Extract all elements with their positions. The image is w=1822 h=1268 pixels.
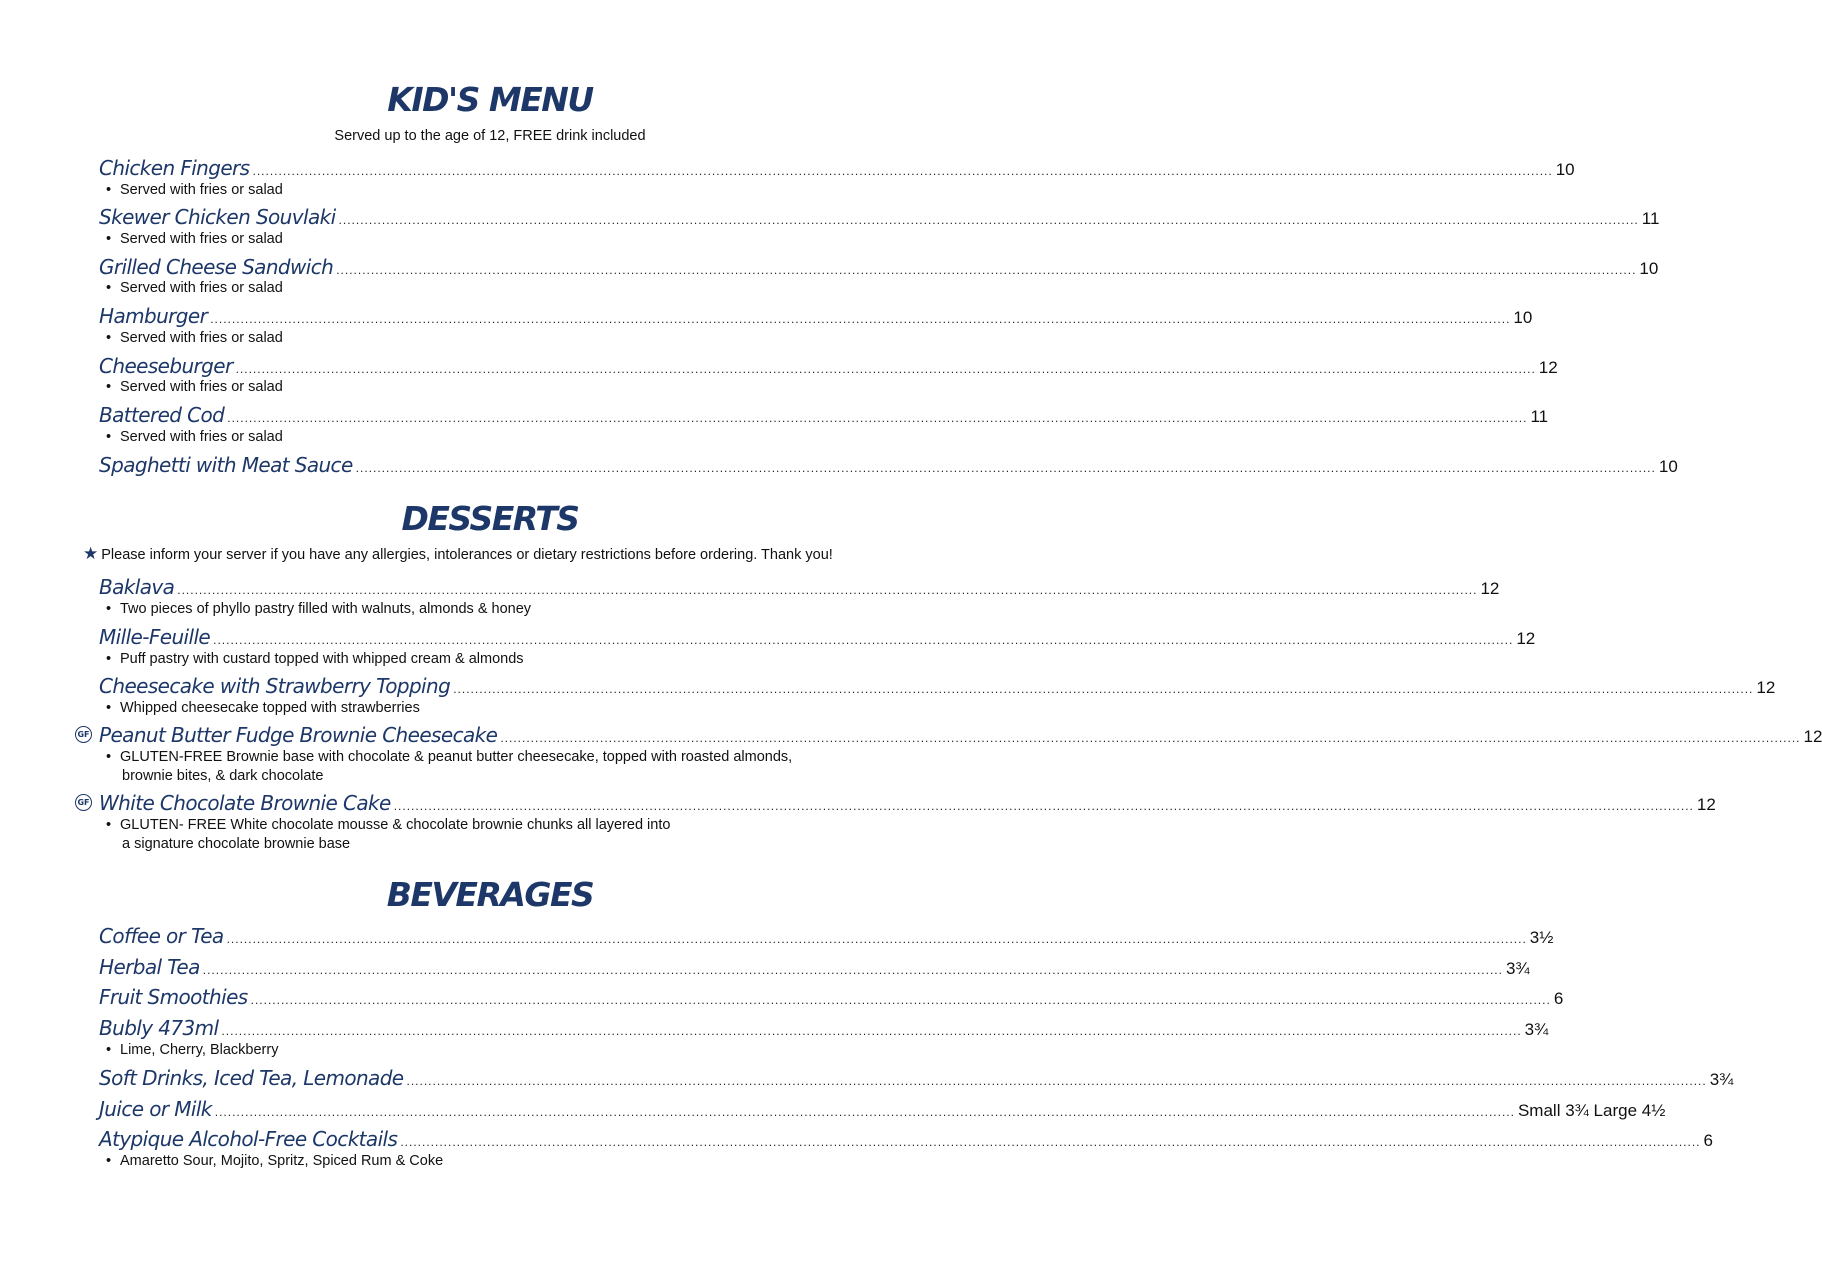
- item-price: 10: [1658, 457, 1678, 476]
- item-name: Coffee or Tea: [99, 924, 224, 948]
- item-price: 3¾: [1709, 1070, 1734, 1089]
- item-price: 12: [1696, 795, 1716, 814]
- item-description: • Puff pastry with custard topped with whipped cream & almonds: [106, 651, 524, 667]
- dot-leader: ............................................................................................................................................................................................................................................................................................................: [214, 1105, 1515, 1119]
- menu-item: [99, 923, 1554, 949]
- menu-item: [99, 1015, 1549, 1041]
- menu-item: [99, 1126, 1713, 1152]
- dot-leader: ............................................................................................................................................................................................................................................................................................................: [336, 263, 1637, 277]
- item-name: White Chocolate Brownie Cake: [99, 791, 391, 815]
- item-description: • Served with fries or salad: [106, 280, 283, 296]
- item-description: • GLUTEN-FREE Brownie base with chocolate & peanut butter cheesecake, topped with roasted almonds, brownie bites, & dark chocolate: [106, 749, 793, 784]
- dot-leader: ............................................................................................................................................................................................................................................................................................................: [221, 1024, 1522, 1038]
- item-description: • Served with fries or salad: [106, 379, 283, 395]
- dot-leader: ............................................................................................................................................................................................................................................................................................................: [177, 583, 1478, 597]
- menu-item: [99, 452, 1678, 478]
- item-name: Spaghetti with Meat Sauce: [99, 453, 353, 477]
- item-name: Cheesecake with Strawberry Topping: [99, 674, 451, 698]
- dot-leader: ............................................................................................................................................................................................................................................................................................................: [252, 164, 1553, 178]
- item-name: Mille-Feuille: [99, 625, 211, 649]
- item-name: Peanut Butter Fudge Brownie Cheesecake: [99, 723, 498, 747]
- item-price: 12: [1538, 358, 1558, 377]
- item-name: Herbal Tea: [99, 955, 200, 979]
- dot-leader: ............................................................................................................................................................................................................................................................................................................: [250, 993, 1551, 1007]
- menu-item: [99, 353, 1558, 379]
- item-name: Cheeseburger: [99, 354, 233, 378]
- item-price: 11: [1530, 407, 1549, 426]
- item-name: Battered Cod: [99, 403, 225, 427]
- menu-item: [99, 790, 1716, 816]
- menu-item: [99, 402, 1549, 428]
- item-price: 6: [1553, 989, 1564, 1008]
- item-name: Chicken Fingers: [99, 156, 250, 180]
- item-price: 10: [1639, 259, 1659, 278]
- item-price: 3½: [1529, 928, 1554, 947]
- item-price: 3¾: [1524, 1020, 1549, 1039]
- item-name: Hamburger: [99, 304, 208, 328]
- menu-item: [99, 1096, 1666, 1122]
- menu-item: [99, 204, 1660, 230]
- item-name: Atypique Alcohol-Free Cocktails: [99, 1127, 398, 1151]
- item-price: 12: [1516, 629, 1536, 648]
- item-description: • Served with fries or salad: [106, 330, 283, 346]
- menu-item: [99, 574, 1500, 600]
- gluten-free-icon: GF: [75, 794, 92, 811]
- dot-leader: ............................................................................................................................................................................................................................................................................................................: [406, 1074, 1707, 1088]
- item-description: • Whipped cheesecake topped with strawberries: [106, 700, 420, 716]
- dot-leader: ............................................................................................................................................................................................................................................................................................................: [227, 411, 1528, 425]
- item-description: • Served with fries or salad: [106, 231, 283, 247]
- item-name: Fruit Smoothies: [99, 985, 248, 1009]
- item-price: 10: [1555, 160, 1575, 179]
- item-name: Bubly 473ml: [99, 1016, 219, 1040]
- menu-item: [99, 673, 1776, 699]
- item-name: Baklava: [99, 575, 175, 599]
- beverages-heading: BEVERAGES: [386, 875, 594, 914]
- menu-item: [99, 155, 1575, 181]
- gluten-free-icon: GF: [75, 726, 92, 743]
- item-description: • Amaretto Sour, Mojito, Spritz, Spiced Rum & Coke: [106, 1153, 444, 1169]
- item-description: • GLUTEN- FREE White chocolate mousse & chocolate brownie chunks all layered into a signature chocolate brownie base: [106, 817, 671, 852]
- item-name: Juice or Milk: [99, 1097, 212, 1121]
- item-description: • Two pieces of phyllo pastry filled with walnuts, almonds & honey: [106, 601, 532, 617]
- dot-leader: ............................................................................................................................................................................................................................................................................................................: [500, 731, 1801, 745]
- item-price: 11: [1641, 209, 1660, 228]
- item-name: Skewer Chicken Souvlaki: [99, 205, 336, 229]
- dot-leader: ............................................................................................................................................................................................................................................................................................................: [235, 362, 1536, 376]
- menu-item: [99, 624, 1536, 650]
- menu-item: [99, 303, 1533, 329]
- star-icon: ★: [83, 544, 99, 563]
- item-price: 10: [1513, 308, 1533, 327]
- item-price: Small 3¾ Large 4½: [1517, 1101, 1666, 1120]
- item-price: 6: [1703, 1131, 1713, 1150]
- menu-item: [99, 1065, 1734, 1091]
- menu-item: [99, 954, 1530, 980]
- kids-menu-heading: KID'S MENU: [387, 80, 593, 119]
- dot-leader: ............................................................................................................................................................................................................................................................................................................: [338, 213, 1639, 227]
- kids-menu-note: Served up to the age of 12, FREE drink included: [334, 128, 646, 144]
- item-price: 12: [1756, 678, 1776, 697]
- dot-leader: ............................................................................................................................................................................................................................................................................................................: [210, 312, 1511, 326]
- menu-item: [99, 722, 1822, 748]
- dot-leader: ............................................................................................................................................................................................................................................................................................................: [355, 461, 1656, 475]
- dot-leader: ............................................................................................................................................................................................................................................................................................................: [453, 682, 1754, 696]
- dot-leader: ............................................................................................................................................................................................................................................................................................................: [226, 932, 1527, 946]
- item-description: • Served with fries or salad: [106, 429, 283, 445]
- desserts-heading: DESSERTS: [401, 499, 579, 538]
- item-price: 3¾: [1505, 959, 1530, 978]
- dot-leader: ............................................................................................................................................................................................................................................................................................................: [213, 633, 1514, 647]
- item-description: • Lime, Cherry, Blackberry: [106, 1042, 279, 1058]
- item-price: 12: [1803, 727, 1822, 746]
- item-price: 12: [1480, 579, 1500, 598]
- dot-leader: ............................................................................................................................................................................................................................................................................................................: [400, 1135, 1701, 1149]
- item-name: Grilled Cheese Sandwich: [99, 255, 334, 279]
- dot-leader: ............................................................................................................................................................................................................................................................................................................: [202, 963, 1503, 977]
- item-name: Soft Drinks, Iced Tea, Lemonade: [99, 1066, 404, 1090]
- dot-leader: ............................................................................................................................................................................................................................................................................................................: [393, 799, 1694, 813]
- menu-item: [99, 254, 1659, 280]
- menu-item: [99, 984, 1564, 1010]
- allergy-notice: ★ Please inform your server if you have any allergies, intolerances or dietary restrictions before ordering. Thank you!: [83, 544, 833, 563]
- item-description: • Served with fries or salad: [106, 182, 283, 198]
